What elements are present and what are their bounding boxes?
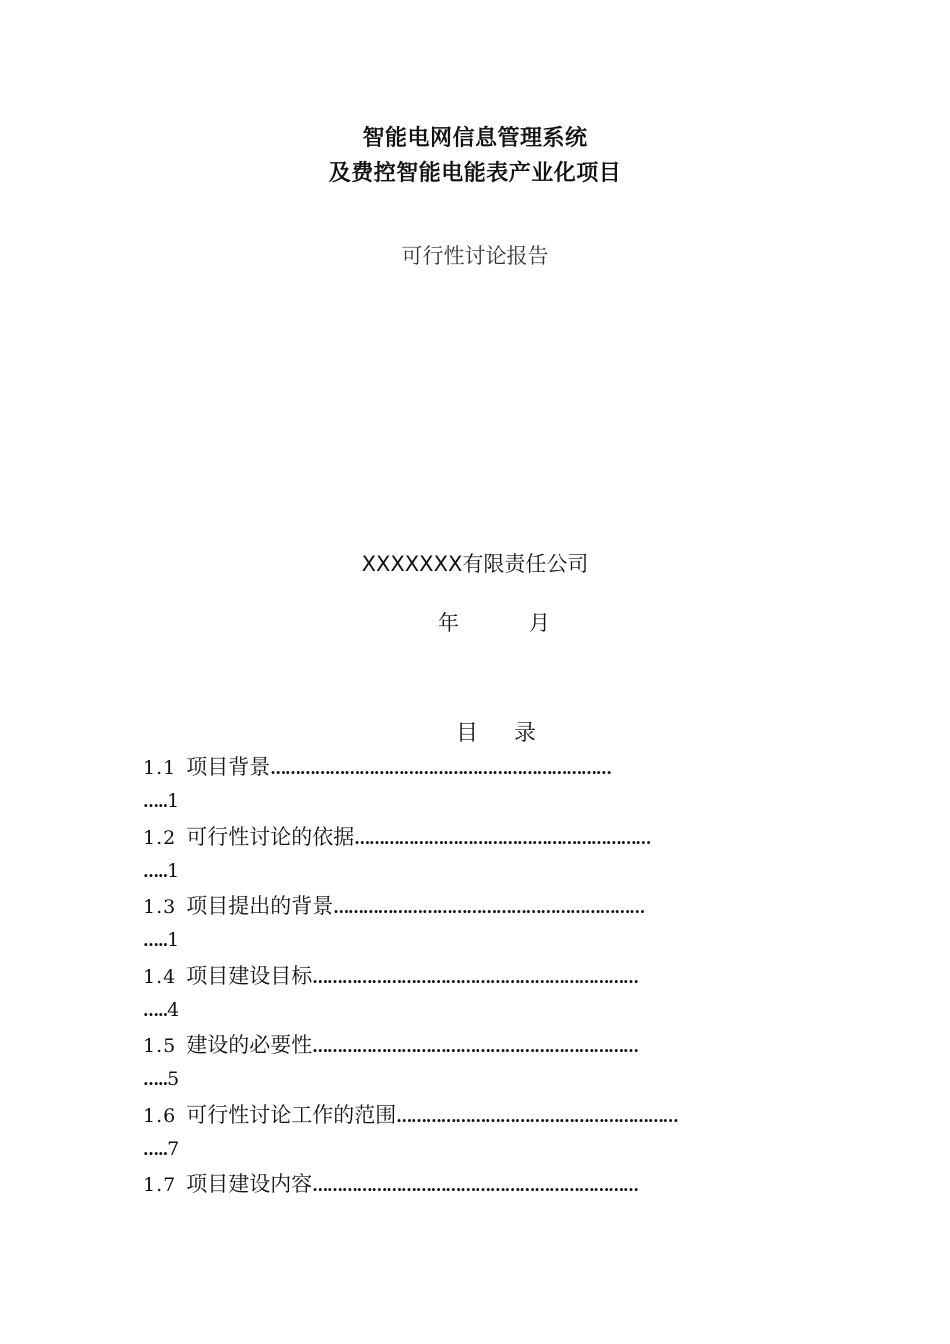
month-label: 月 — [529, 611, 550, 635]
toc-entry-number: 1.3 — [143, 896, 177, 918]
toc-leader-dots: ………………………………………………………… — [312, 967, 638, 987]
toc-entry-1-3[interactable] — [143, 889, 853, 959]
toc-entry-number: 1.4 — [143, 965, 177, 988]
toc-leader-dots: ……………………………………………………… — [333, 898, 645, 917]
toc-entry-title: 可行性讨论工作的范围 — [186, 1102, 397, 1127]
toc-entry-number: 1.7 — [143, 1174, 177, 1196]
toc-heading-char-2: 录 — [514, 721, 537, 746]
toc-page-number: 1 — [167, 790, 180, 812]
toc-leader-dots: ………………………………………………………… — [312, 1037, 638, 1056]
toc-entry-number: 1.6 — [143, 1104, 177, 1127]
toc-leader-continuation: ….. — [143, 792, 168, 811]
toc-leader-continuation: ….. — [143, 1000, 168, 1020]
toc-entry-title: 项目建设内容 — [186, 1172, 313, 1196]
document-title-line-2: 及费控智能电能表产业化项目 — [328, 161, 622, 186]
toc-entry-title: 项目提出的背景 — [186, 894, 334, 918]
company-name: XXXXXXX有限责任公司 — [361, 552, 589, 576]
toc-entry-number: 1.5 — [143, 1035, 177, 1057]
toc-entry-1-5[interactable] — [143, 1028, 853, 1098]
toc-leader-dots: ………………………………………………… — [396, 1106, 678, 1126]
toc-leader-continuation: ….. — [143, 931, 168, 950]
toc-entry-title: 建设的必要性 — [186, 1033, 313, 1057]
toc-leader-dots: ………………………………………………………… — [312, 1176, 638, 1195]
toc-entry-1-6[interactable] — [143, 1098, 853, 1168]
toc-heading-char-1: 目 — [456, 721, 479, 746]
document-title-line-1: 智能电网信息管理系统 — [362, 126, 588, 151]
table-of-contents — [143, 750, 853, 1237]
toc-entry-1-4[interactable] — [143, 959, 853, 1029]
toc-leader-dots: …………………………………………………… — [354, 828, 651, 848]
toc-page-number: 4 — [167, 998, 180, 1021]
toc-page-number: 1 — [167, 859, 180, 882]
toc-leader-continuation: ….. — [143, 861, 168, 881]
toc-page-number: 1 — [167, 929, 180, 951]
toc-page-number: 5 — [167, 1068, 180, 1090]
toc-leader-dots: …………………………………………………………… — [270, 759, 611, 778]
toc-leader-continuation: ….. — [143, 1070, 168, 1089]
toc-entry-title: 项目背景 — [186, 755, 271, 779]
toc-entry-title: 项目建设目标 — [186, 963, 313, 988]
toc-heading — [0, 716, 950, 748]
date-line — [0, 607, 950, 637]
toc-entry-title: 可行性讨论的依据 — [186, 824, 355, 849]
toc-entry-number: 1.1 — [143, 757, 177, 779]
toc-entry-1-2[interactable] — [143, 820, 853, 890]
document-subtitle: 可行性讨论报告 — [401, 244, 549, 268]
toc-entry-number: 1.2 — [143, 826, 177, 849]
toc-page-number: 7 — [167, 1137, 180, 1160]
toc-entry-1-7[interactable] — [143, 1167, 853, 1237]
year-label: 年 — [438, 611, 459, 635]
toc-entry-1-1[interactable] — [143, 750, 853, 820]
toc-leader-continuation: ….. — [143, 1139, 168, 1159]
